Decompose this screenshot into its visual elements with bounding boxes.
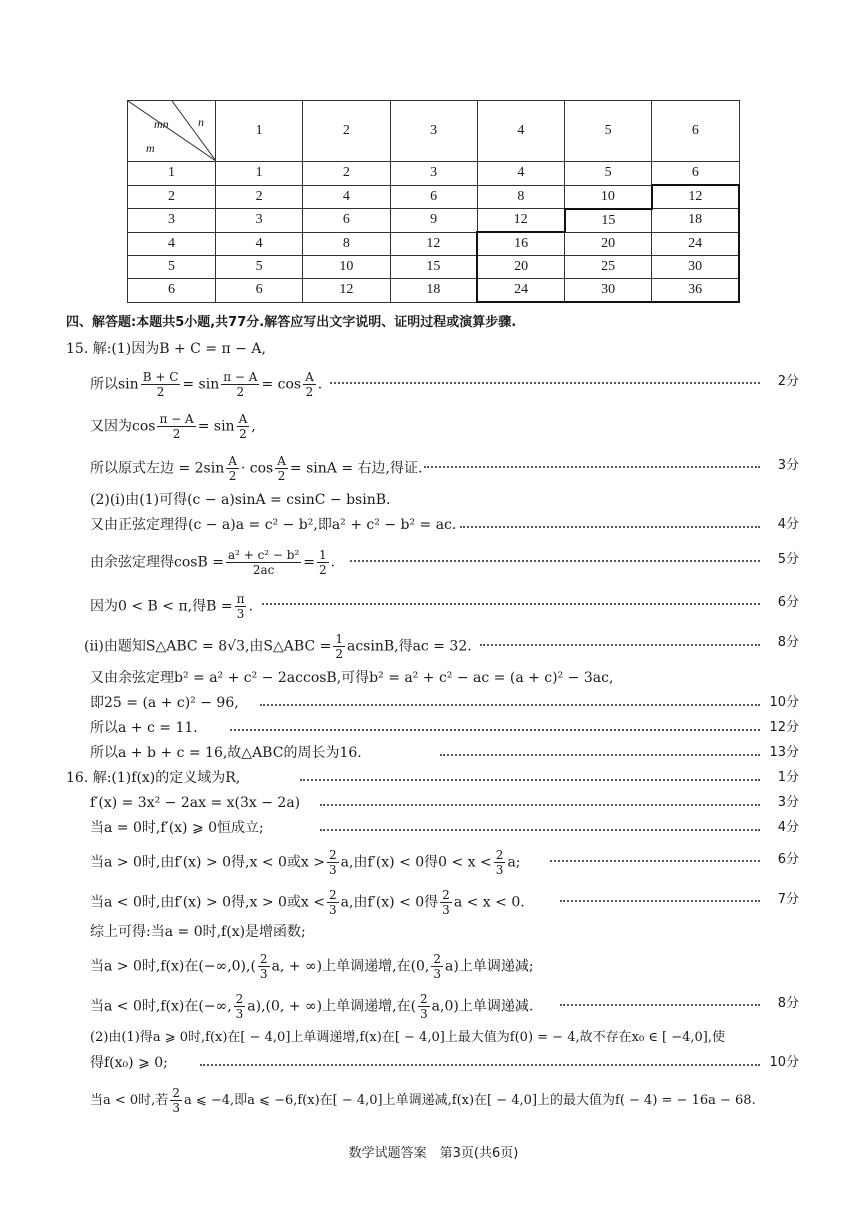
leader-dots <box>560 1004 760 1006</box>
table-cell: 1 <box>216 162 303 186</box>
table-row <box>128 279 740 303</box>
table-cell: 2 <box>216 185 303 209</box>
q16-line-7: 当a > 0时,f(x)在(−∞,0),( $\frac{2}{3}$ a, + ∞)上单调递增,在(0, $\frac{2}{3}$ a)上单调递减; <box>90 952 534 981</box>
page-footer: 数学试题答案 第3页(共6页) <box>348 1146 519 1161</box>
table-cell: 3 <box>390 162 477 186</box>
table-cell: 10 <box>565 185 652 209</box>
table-cell: 12 <box>477 209 564 233</box>
leader-dots <box>440 754 760 756</box>
leader-dots <box>320 804 760 806</box>
q16-line-8: 当a < 0时,f(x)在(−∞, $\frac{2}{3}$ a),(0, + ∞)上单调递增,在( $\frac{2}{3}$ a,0)上单调递减. <box>90 992 534 1021</box>
table-cell: 30 <box>652 256 739 279</box>
row-label-cell: 6 <box>128 279 216 303</box>
table-cell: 20 <box>477 256 564 279</box>
table-header-row <box>128 101 740 162</box>
q15-line-8: 因为0 < B < π,得B = $\frac{\pi}{3}$ . <box>90 592 253 621</box>
table-cell: 20 <box>565 232 652 256</box>
corner-label-m: m <box>146 141 155 155</box>
table-row <box>128 209 740 233</box>
leader-dots <box>330 382 760 384</box>
table-header-cell: 3 <box>390 101 477 162</box>
score-mark: 4分 <box>777 820 799 835</box>
table-cell: 12 <box>652 185 739 209</box>
leader-dots <box>260 704 760 706</box>
q16-line-1: 16. 解:(1)f(x)的定义域为R, <box>66 770 241 786</box>
leader-dots <box>560 900 760 902</box>
q15-line-5: (2)(ⅰ)由(1)可得(c − a)sinA = csinC − bsinB. <box>90 492 391 508</box>
row-label-cell: 3 <box>128 209 216 233</box>
table-row <box>128 185 740 209</box>
multiplication-table <box>127 100 740 303</box>
score-mark: 5分 <box>777 552 799 567</box>
table-cell: 15 <box>390 256 477 279</box>
q15-line-9: (ⅱ)由题知S△ABC = 8√3,由S△ABC = $\frac{1}{2}$ acsinB,得ac = 32. <box>84 632 472 661</box>
q15-line-12: 所以a + c = 11. <box>90 720 198 736</box>
score-mark: 13分 <box>769 745 799 760</box>
score-mark: 2分 <box>777 374 799 389</box>
q15-line-3: 又因为cos $\frac{\pi - A}{2}$ = sin $\frac{A}{2}$ , <box>90 412 256 441</box>
table-cell: 10 <box>303 256 390 279</box>
table-cell: 12 <box>303 279 390 303</box>
table-cell: 6 <box>303 209 390 233</box>
leader-dots <box>320 829 760 831</box>
leader-dots <box>460 526 760 528</box>
table-row <box>128 232 740 256</box>
table-cell: 5 <box>216 256 303 279</box>
table-cell: 4 <box>303 185 390 209</box>
leader-dots <box>300 779 760 781</box>
table-header-cell: 4 <box>477 101 564 162</box>
score-mark: 3分 <box>777 795 799 810</box>
q15-line-4: 所以原式左边 = 2sin $\frac{A}{2}$ · cos $\frac{A}{2}$ = sinA = 右边,得证. <box>90 454 423 483</box>
leader-dots <box>424 466 760 468</box>
q16-line-5: 当a < 0时,由f′(x) > 0得,x > 0或x < $\frac{2}{3}$ a,由f′(x) < 0得 $\frac{2}{3}$ a < x < 0. <box>90 888 525 917</box>
q15-line-6: 又由正弦定理得(c − a)a = c² − b²,即a² + c² − b² = ac. <box>90 517 457 533</box>
leader-dots <box>262 603 760 605</box>
score-mark: 10分 <box>769 695 799 710</box>
q15-line-11: 即25 = (a + c)² − 96, <box>90 695 239 711</box>
score-mark: 8分 <box>777 996 799 1011</box>
q15-line-10: 又由余弦定理b² = a² + c² − 2accosB,可得b² = a² + c² − ac = (a + c)² − 3ac, <box>90 670 614 686</box>
corner-label-n: n <box>198 115 204 129</box>
table-cell: 2 <box>303 162 390 186</box>
score-mark: 7分 <box>777 892 799 907</box>
leader-dots <box>350 560 760 562</box>
leader-dots <box>200 1064 760 1066</box>
table-cell: 24 <box>652 232 739 256</box>
q15-line-7: 由余弦定理得cosB = $\frac{\text{a² + c² − b²}}{2ac}$ = $\frac{1}{2}$ . <box>90 548 336 577</box>
score-mark: 4分 <box>777 517 799 532</box>
q16-line-3: 当a = 0时,f′(x) ⩾ 0恒成立; <box>90 820 264 836</box>
leader-dots <box>230 729 760 731</box>
table-cell: 8 <box>303 232 390 256</box>
q15-line-13: 所以a + b + c = 16,故△ABC的周长为16. <box>90 745 362 761</box>
score-mark: 8分 <box>777 635 799 650</box>
row-label-cell: 1 <box>128 162 216 186</box>
table-cell: 18 <box>390 279 477 303</box>
table-cell: 18 <box>652 209 739 233</box>
q16-line-11: 当a < 0时,若 $\frac{2}{3}$ a ⩽ −4,即a ⩽ −6,f(x)在[ − 4,0]上单调递减,f(x)在[ − 4,0]上的最大值为f( − 4) = − 16a − 68. <box>90 1086 756 1115</box>
table-header-cell: 6 <box>652 101 739 162</box>
leader-dots <box>550 860 760 862</box>
score-mark: 6分 <box>777 852 799 867</box>
score-mark: 10分 <box>769 1055 799 1070</box>
leader-dots <box>480 644 760 646</box>
table-cell: 4 <box>216 232 303 256</box>
table-row <box>128 256 740 279</box>
table-cell: 3 <box>216 209 303 233</box>
table-cell: 25 <box>565 256 652 279</box>
row-label-cell: 4 <box>128 232 216 256</box>
q16-line-2: f′(x) = 3x² − 2ax = x(3x − 2a) <box>90 795 301 811</box>
corner-label-mn: mn <box>154 117 169 131</box>
section-title: 四、解答题:本题共5小题,共77分.解答应写出文字说明、证明过程或演算步骤. <box>66 315 517 330</box>
q16-line-10: 得f(x₀) ⩾ 0; <box>90 1055 168 1071</box>
table-cell: 8 <box>477 185 564 209</box>
table-cell: 5 <box>565 162 652 186</box>
table-cell: 6 <box>390 185 477 209</box>
table-corner-cell <box>128 101 216 162</box>
q16-line-9: (2)由(1)得a ⩾ 0时,f(x)在[ − 4,0]上单调递增,f(x)在[ − 4,0]上最大值为f(0) = − 4,故不存在x₀ ∈ [ −4,0],使 <box>90 1030 726 1045</box>
q16-line-6: 综上可得:当a = 0时,f(x)是增函数; <box>90 924 306 940</box>
table-cell: 6 <box>652 162 739 186</box>
q15-line-1: 15. 解:(1)因为B + C = π − A, <box>66 341 266 357</box>
table-cell: 30 <box>565 279 652 303</box>
score-mark: 1分 <box>777 770 799 785</box>
q16-line-4: 当a > 0时,由f′(x) > 0得,x < 0或x > $\frac{2}{3}$ a,由f′(x) < 0得0 < x < $\frac{2}{3}$ a; <box>90 848 521 877</box>
table-cell: 12 <box>390 232 477 256</box>
table-cell: 24 <box>477 279 564 303</box>
row-label-cell: 5 <box>128 256 216 279</box>
table-cell: 9 <box>390 209 477 233</box>
table-header-cell: 1 <box>216 101 303 162</box>
table-header-cell: 5 <box>565 101 652 162</box>
table-cell: 16 <box>477 232 564 256</box>
score-mark: 3分 <box>777 458 799 473</box>
corner-diagonal-lines <box>128 101 216 161</box>
table-cell: 15 <box>565 209 652 233</box>
table-cell: 6 <box>216 279 303 303</box>
row-label-cell: 2 <box>128 185 216 209</box>
score-mark: 12分 <box>769 720 799 735</box>
table-cell: 4 <box>477 162 564 186</box>
table-cell: 36 <box>652 279 739 303</box>
q15-line-2: 所以sin $\frac{B + C}{2}$ = sin $\frac{\pi - A}{2}$ = cos $\frac{A}{2}$ . <box>90 370 323 399</box>
table-row <box>128 162 740 186</box>
table-header-cell: 2 <box>303 101 390 162</box>
score-mark: 6分 <box>777 595 799 610</box>
